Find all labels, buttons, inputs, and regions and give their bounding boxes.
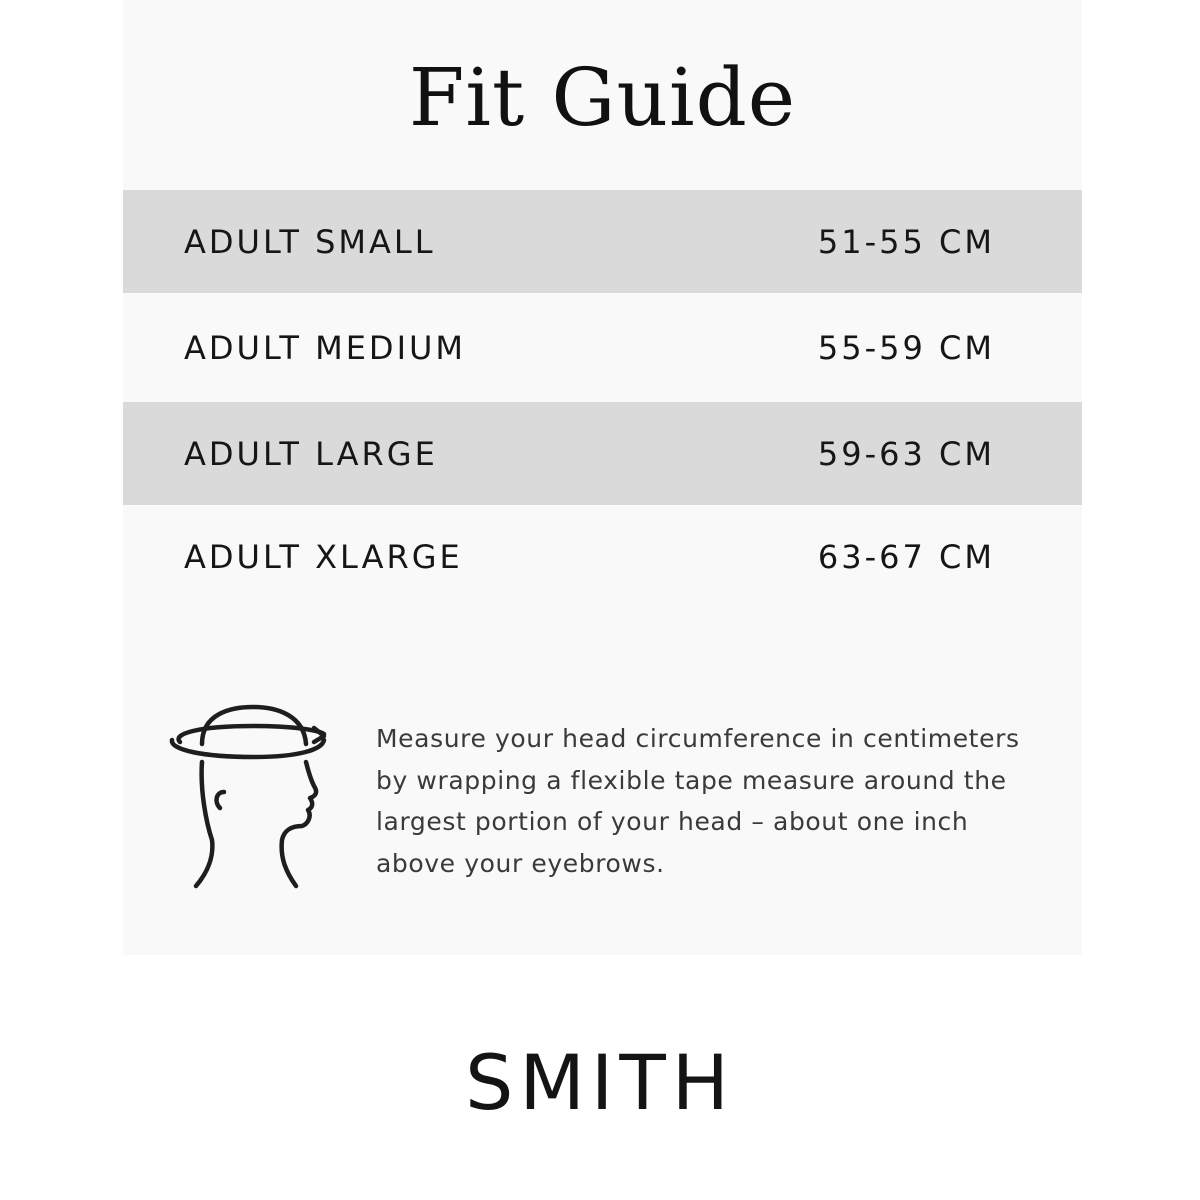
size-row-medium xyxy=(123,293,1082,402)
page-title: Fit Guide xyxy=(408,51,797,144)
size-label: ADULT SMALL xyxy=(184,222,436,261)
measure-section xyxy=(168,700,1048,900)
size-range: 51-55 CM xyxy=(817,222,995,261)
size-range: 63-67 CM xyxy=(817,538,995,576)
size-range: 59-63 CM xyxy=(817,434,995,473)
size-label: ADULT LARGE xyxy=(184,434,438,473)
size-row-small xyxy=(123,190,1082,293)
size-label: ADULT XLARGE xyxy=(184,538,463,576)
head-measure-icon xyxy=(168,700,338,895)
size-table xyxy=(123,190,1082,609)
brand-logo: SMITH xyxy=(465,1038,735,1127)
fit-guide-card xyxy=(123,0,1082,955)
size-label: ADULT MEDIUM xyxy=(184,328,467,367)
size-row-xlarge xyxy=(123,505,1082,609)
size-range: 55-59 CM xyxy=(817,328,995,367)
size-row-large xyxy=(123,402,1082,505)
measure-instructions: Measure your head circumference in centimeters by wrapping a flexible tape measure around the largest portion of your head – about one inch above your eyebrows. xyxy=(376,724,1020,878)
